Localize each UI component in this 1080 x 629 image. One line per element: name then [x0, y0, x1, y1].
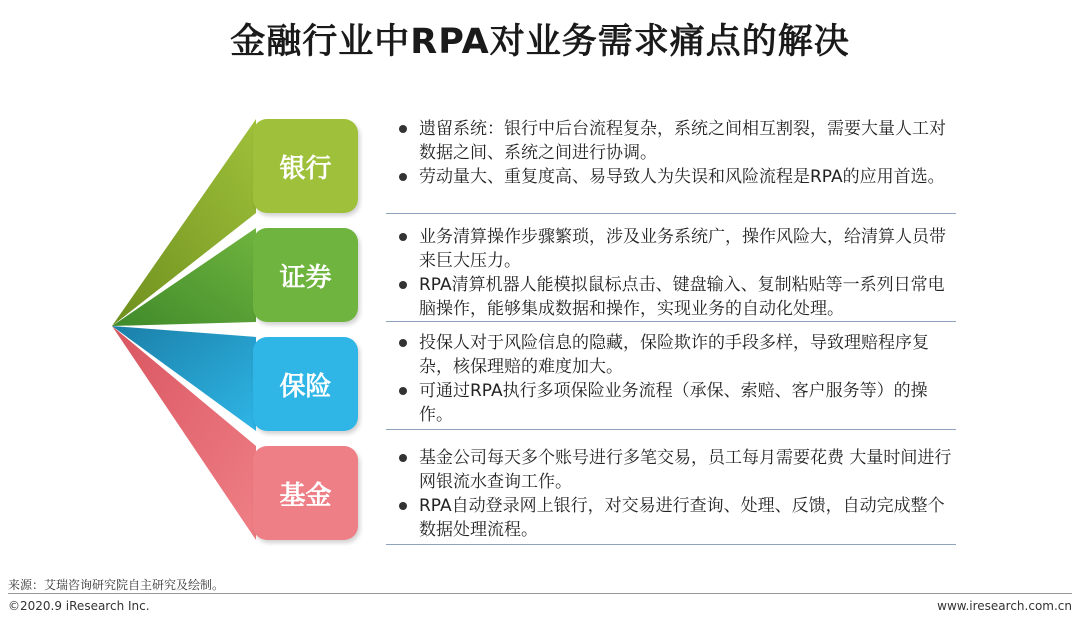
- bank-point-1: 遗留系统：银行中后台流程复杂，系统之间相互割裂，需要大量人工对数据之间、系统之间进行协调。: [386, 117, 956, 165]
- category-label-fund: 基金: [279, 480, 332, 511]
- category-box-insurance: [253, 337, 358, 431]
- category-label-bank: 银行: [279, 153, 332, 184]
- category-box-securities: [253, 228, 358, 322]
- fund-point-1: 基金公司每天多个账号进行多笔交易，员工每月需要花费 大量时间进行网银流水查询工作。: [386, 446, 956, 494]
- website: www.iresearch.com.cn: [937, 599, 1072, 613]
- fund-points: [386, 446, 956, 545]
- category-label-insurance: 保险: [279, 371, 332, 402]
- source-note: 来源：艾瑞咨询研究院自主研究及绘制。: [8, 578, 225, 592]
- page-title: 金融行业中RPA对业务需求痛点的解决: [230, 22, 850, 62]
- securities-point-1: 业务清算操作步骤繁琐，涉及业务系统广，操作风险大，给清算人员带来巨大压力。: [386, 225, 956, 273]
- insurance-points: [386, 331, 956, 430]
- bank-points: [386, 117, 956, 214]
- copyright: ©2020.9 iResearch Inc.: [8, 599, 150, 613]
- category-box-fund: [253, 446, 358, 540]
- category-label-securities: 证券: [279, 262, 332, 293]
- securities-points: [386, 225, 956, 322]
- fund-point-2: RPA自动登录网上银行，对交易进行查询、处理、反馈，自动完成整个数据处理流程。: [386, 494, 956, 542]
- securities-point-2: RPA清算机器人能模拟鼠标点击、键盘输入、复制粘贴等一系列日常电脑操作，能够集成数据和操作，实现业务的自动化处理。: [386, 273, 956, 321]
- bank-point-2: 劳动量大、重复度高、易导致人为失误和风险流程是RPA的应用首选。: [386, 165, 956, 189]
- insurance-point-1: 投保人对于风险信息的隐藏，保险欺诈的手段多样，导致理赔程序复杂，核保理赔的难度加大。: [386, 331, 956, 379]
- footer-divider: [8, 593, 1072, 594]
- category-box-bank: [253, 119, 358, 213]
- insurance-point-2: 可通过RPA执行多项保险业务流程（承保、索赔、客户服务等）的操作。: [386, 379, 956, 427]
